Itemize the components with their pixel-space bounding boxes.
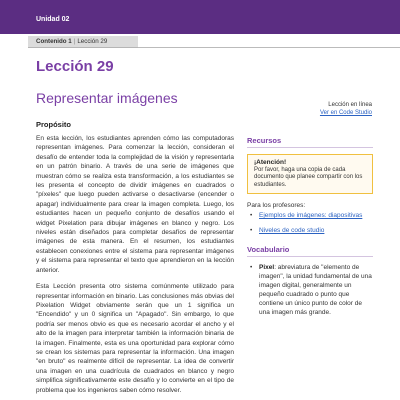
online-lesson-label: Lección en línea	[328, 102, 372, 108]
lesson-subtitle: Representar imágenes	[36, 90, 178, 106]
slides-link[interactable]: Ejemplos de imágenes: diapositivas	[259, 212, 363, 220]
resources-heading: Recursos	[247, 136, 373, 148]
breadcrumb-separator: |	[73, 38, 76, 45]
purpose-paragraph-2: Esta Lección presenta otro sistema comúnmente utilizado para representar información en binario. Las conclusiones más obvias del Pixelation Widget obviamente serán que un 1 significa un "Encendido" y un 0 significa un "Apagado". Sin embargo, lo que podría ser menos obvio es que es necesario acordar el ancho y el alto de la imagen para interpretar también la información binaria de la imagen. Finalmente, esta es una oportunidad para explorar cómo se crean los sistemas para representar la información. Una imagen "en bruto" es realmente difícil de representar. La idea de convertir una imagen en una cuadrícula de cuadrados en blanco y negro simplifica significativamente este desafío y lo convierte en el tipo de problema que los ingenieros saben cómo resolver.	[36, 283, 234, 394]
vocab-entry	[247, 263, 373, 317]
code-studio-levels-link[interactable]: Niveles de code studio	[259, 226, 325, 234]
code-studio-link[interactable]: Ver en Code Studio	[319, 110, 372, 116]
purpose-heading: Propósito	[36, 120, 71, 129]
lesson-title: Lección 29	[36, 58, 114, 75]
bullet-icon: •	[250, 264, 253, 272]
unit-label: Unidad 02	[36, 16, 70, 23]
main-content	[36, 120, 234, 400]
for-teachers-label: Para los profesores:	[247, 202, 306, 210]
vocab-definition: : abreviatura de "elemento de imagen", la unidad fundamental de una imagen digital, generalmente un pequeño cuadrado o punto que contiene un único punto de color de una imagen más grande.	[259, 264, 372, 317]
resource-links	[247, 212, 373, 235]
sidebar	[247, 136, 373, 317]
online-lesson-box	[320, 101, 372, 117]
attention-text: Por favor, haga una copia de cada documento que planee compartir con los estudiantes.	[254, 167, 363, 188]
attention-title: ¡Atención!	[254, 159, 287, 166]
bullet-icon: •	[250, 226, 253, 234]
vocab-term: Pixel	[259, 264, 275, 272]
list-item	[247, 227, 373, 236]
breadcrumb-lesson: Lección 29	[77, 38, 108, 45]
attention-callout	[247, 154, 373, 194]
purpose-paragraph-1: En esta lección, los estudiantes aprenden cómo las computadoras representan imágenes. Para comenzar la lección, consideran el desafío de entender toda la complejidad de la visión y representarla en un patrón binario. A través de una serie de imágenes que muestran cómo se realiza esta transformación, a los estudiantes se les presenta el concepto de dividir imágenes en cuadrados o "píxeles" que luego pueden activarse o desactivarse (encender o apagar) individualmente para crear la imagen completa. Luego, los estudiantes hacen un pequeño conjunto de desafíos usando el widget Pixelation para dibujar imágenes en blanco y negro. Los niveles están diseñados para completar desafíos de representar imágenes de esta manera. En el resumen, los estudiantes establecen conexiones entre el sistema para representar imágenes y el sistema para representar el texto que aprendieron en la lección anterior.	[36, 135, 234, 274]
breadcrumb-content: Contenido 1	[36, 38, 72, 45]
bullet-icon: •	[250, 212, 253, 220]
unit-header-bar	[0, 0, 400, 34]
header-divider	[138, 47, 400, 48]
breadcrumb-text	[36, 38, 107, 45]
vocabulary-heading: Vocabulario	[247, 245, 373, 257]
breadcrumb	[28, 36, 138, 48]
list-item	[247, 212, 373, 221]
